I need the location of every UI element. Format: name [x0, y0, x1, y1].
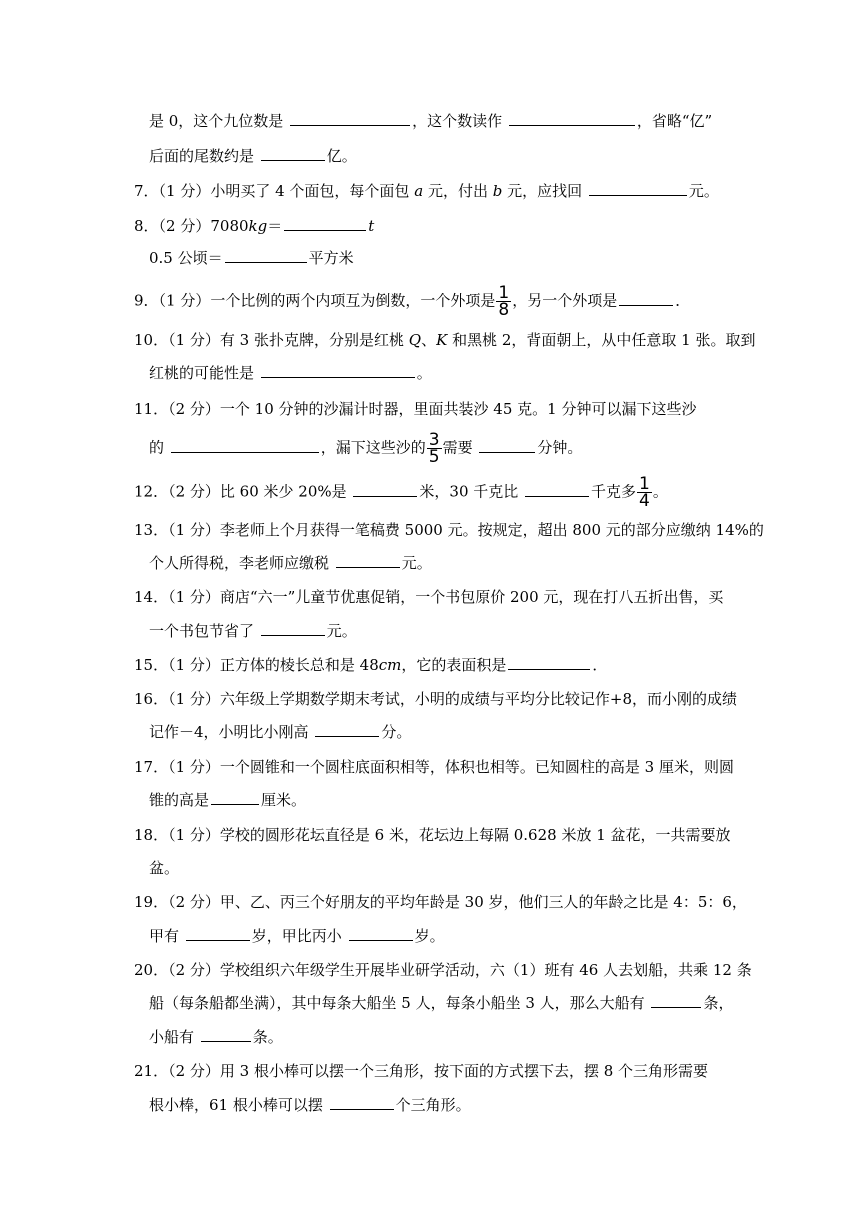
- question-20-line2: 船（每条船都坐满），其中每条大船坐 5 人，每条小船坐 3 人，那么大船有 条，: [149, 994, 734, 1012]
- question-15: 15．（1 分）正方体的棱长总和是 48cm，它的表面积是 ．: [134, 656, 608, 674]
- question-8-part2: 0.5 公顷＝ 平方米: [149, 249, 354, 267]
- question-8: 8．（2 分）7080kg＝ t: [134, 217, 375, 235]
- question-18-line2: 盆。: [149, 859, 180, 877]
- question-12: 12．（2 分）比 60 米少 20%是 米，30 千克比 千克多 $\frac{1}{4}$ 。: [134, 474, 668, 511]
- fraction: $\frac{3}{5}$: [428, 430, 440, 467]
- answer-blank[interactable]: [315, 722, 379, 737]
- question-14-line2: 一个书包节省了 元。: [149, 622, 357, 640]
- answer-blank[interactable]: [211, 790, 259, 805]
- answer-blank[interactable]: [261, 621, 325, 636]
- question-16-line2: 记作－4，小明比小刚高 分。: [149, 723, 412, 741]
- question-20: 20．（2 分）学校组织六年级学生开展毕业研学活动，六（1）班有 46 人去划船，共乘 12 条: [134, 961, 752, 979]
- answer-blank[interactable]: [225, 248, 307, 263]
- answer-blank[interactable]: [479, 438, 535, 453]
- answer-blank[interactable]: [261, 363, 415, 378]
- question-13: 13．（1 分）李老师上个月获得一笔稿费 5000 元。按规定，超出 800 元的部分应缴纳 14%的: [134, 521, 764, 539]
- question-20-line3: 小船有 条。: [149, 1028, 283, 1046]
- question-14: 14．（1 分）商店“六一”儿童节优惠促销，一个书包原价 200 元，现在打八五折出售，买: [134, 588, 724, 606]
- q6-line1: 是 0，这个九位数是 ，这个数读作 ，省略“亿”: [149, 112, 713, 130]
- question-16: 16．（1 分）六年级上学期数学期末考试，小明的成绩与平均分比较记作+8，而小刚的成绩: [134, 690, 738, 708]
- question-10: 10．（1 分）有 3 张扑克牌，分别是红桃 Q、K 和黑桃 2，背面朝上，从中任意取 1 张。取到: [134, 331, 756, 349]
- question-21: 21．（2 分）用 3 根小棒可以摆一个三角形，按下面的方式摆下去，摆 8 个三角形需要: [134, 1062, 709, 1080]
- question-17-line2: 锥的高是 厘米。: [149, 791, 307, 809]
- answer-blank[interactable]: [349, 926, 413, 941]
- answer-blank[interactable]: [508, 655, 590, 670]
- answer-blank[interactable]: [261, 146, 325, 161]
- question-11: 11．（2 分）一个 10 分钟的沙漏计时器，里面共装沙 45 克。1 分钟可以漏下这些沙: [134, 400, 697, 418]
- question-10-line2: 红桃的可能性是 。: [149, 364, 432, 382]
- question-19-line2: 甲有 岁，甲比丙小 岁。: [149, 927, 445, 945]
- answer-blank[interactable]: [651, 993, 701, 1008]
- question-11-line2: 的 ，漏下这些沙的 $\frac{3}{5}$ 需要 分钟。: [149, 430, 583, 467]
- answer-blank[interactable]: [509, 111, 635, 126]
- question-21-line2: 根小棒，61 根小棒可以摆 个三角形。: [149, 1096, 471, 1114]
- question-19: 19．（2 分）甲、乙、丙三个好朋友的平均年龄是 30 岁，他们三人的年龄之比是 4：5：6，: [134, 893, 747, 911]
- q6-line2: 后面的尾数约是 亿。: [149, 147, 357, 165]
- answer-blank[interactable]: [589, 181, 687, 196]
- answer-blank[interactable]: [186, 926, 250, 941]
- question-17: 17．（1 分）一个圆锥和一个圆柱底面积相等，体积也相等。已知圆柱的高是 3 厘米，则圆: [134, 758, 734, 776]
- answer-blank[interactable]: [525, 482, 589, 497]
- answer-blank[interactable]: [336, 553, 400, 568]
- question-9: 9．（1 分）一个比例的两个内项互为倒数，一个外项是 $\frac{1}{8}$ ，另一个外项是 ．: [134, 283, 691, 320]
- fraction: $\frac{1}{8}$: [498, 283, 510, 320]
- answer-blank[interactable]: [619, 291, 673, 306]
- answer-blank[interactable]: [171, 438, 319, 453]
- answer-blank[interactable]: [290, 111, 410, 126]
- question-18: 18．（1 分）学校的圆形花坛直径是 6 米，花坛边上每隔 0.628 米放 1 盆花，一共需要放: [134, 826, 731, 844]
- answer-blank[interactable]: [330, 1095, 394, 1110]
- fraction: $\frac{1}{4}$: [639, 474, 650, 511]
- question-7: 7．（1 分）小明买了 4 个面包，每个面包 a 元，付出 b 元，应找回 元。: [134, 182, 719, 200]
- answer-blank[interactable]: [353, 482, 417, 497]
- question-13-line2: 个人所得税，李老师应缴税 元。: [149, 554, 432, 572]
- answer-blank[interactable]: [201, 1027, 251, 1042]
- answer-blank[interactable]: [284, 216, 366, 231]
